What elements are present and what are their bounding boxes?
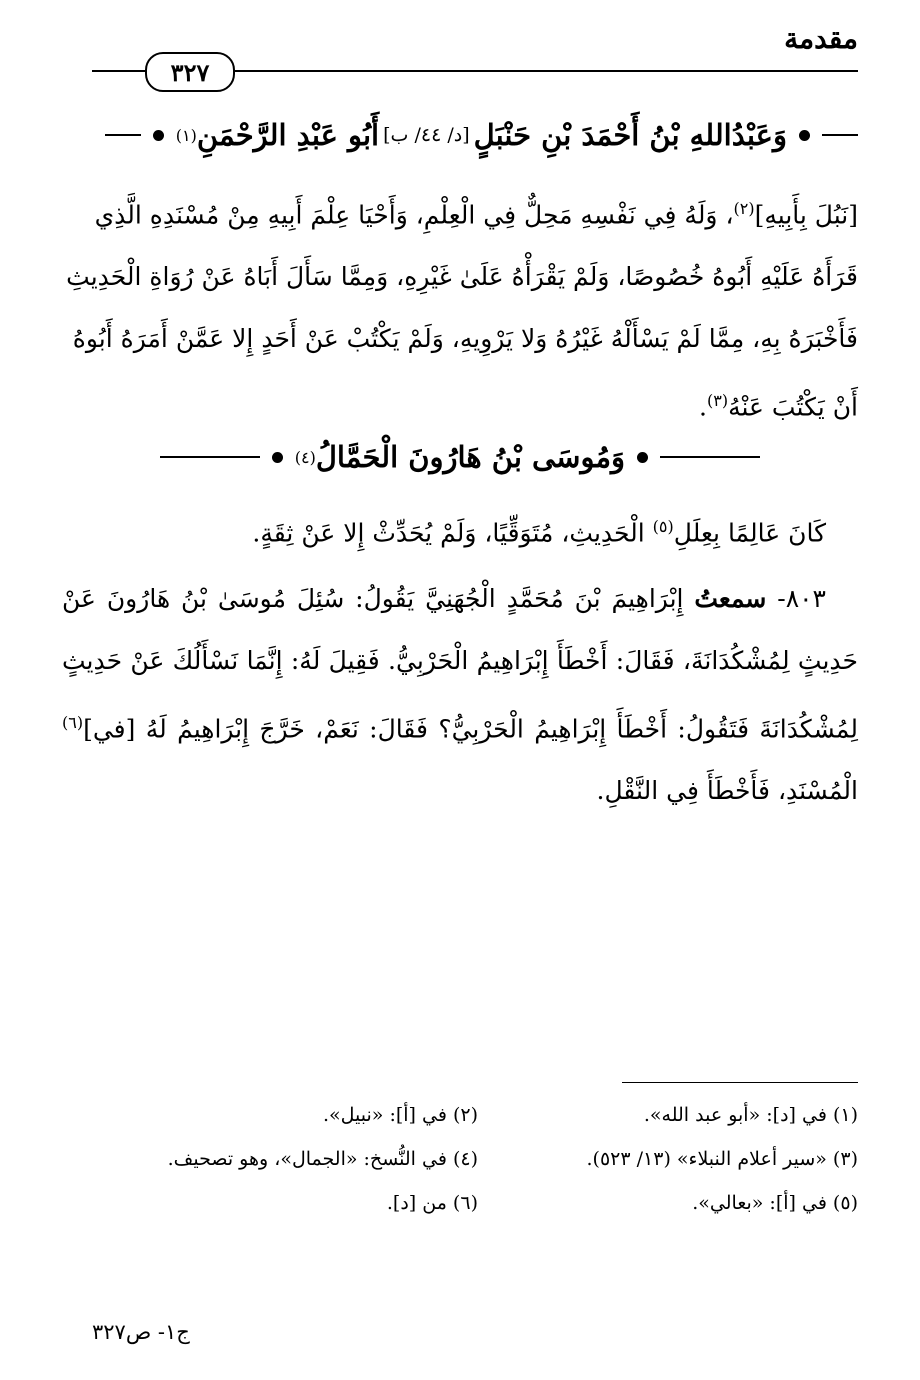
bracket-text: [في] — [83, 714, 136, 744]
text-span: الْحَدِيثِ، مُتَوَقِّيًا، وَلَمْ يُحَدِّثْ إِلا عَنْ ثِقَةٍ. — [252, 518, 653, 548]
heading-dash-right — [822, 134, 858, 136]
footnote-ref-4: (٤) — [294, 447, 316, 467]
paragraph-abdullah — [62, 178, 858, 439]
manuscript-ref: [د/ ٤٤/ ب] — [383, 124, 470, 146]
text-span: إِبْرَاهِيمَ بْنَ مُحَمَّدٍ الْجُهَنِيَّ يَقُولُ: سُئِلَ مُوسَىٰ بْنُ هَارُونَ عَنْ حَدِيثٍ لِمُشْكُدَانَةَ، فَقَالَ: أَخْطَأَ إِبْرَاهِيمُ الْحَرْبِيُّ. فَقِيلَ لَهُ: إِنَّمَا نَسْأَلُكَ عَنْ حَدِيثٍ لِمُشْكُدَانَةَ فَتَقُولُ: أَخْطَأَ إِبْرَاهِيمُ الْحَرْبِيُّ؟ فَقَالَ: نَعَمْ، خَرَّجَ إِبْرَاهِيمُ لَهُ — [62, 584, 858, 744]
text-span: . — [699, 392, 707, 422]
text-span: أَنْ يَكْتُبَ عَنْهُ — [728, 392, 858, 422]
text-line: قَرَأَهُ عَلَيْهِ أَبُوهُ خُصُوصًا، وَلَمْ يَقْرَأْهُ عَلَىٰ غَيْرِهِ، وَمِمَّا سَأَلَ أَبَاهُ عَنْ رُوَاةِ الْحَدِيثِ — [66, 262, 858, 292]
paragraph-musa — [62, 496, 858, 564]
lead-word: سمعتُ — [694, 584, 767, 613]
heading-kunya: أَبُو عَبْدِ الرَّحْمَنِ — [196, 118, 380, 152]
footnote-2: (٢) في [أ]: «نبيل». — [322, 1104, 478, 1126]
bracket-text: [نَبُلَ بِأَبِيهِ] — [754, 200, 858, 230]
text-span: الْمُسْنَدِ، فَأَخْطَأَ فِي النَّقْلِ. — [596, 776, 858, 806]
section-heading-abdullah — [92, 118, 858, 152]
footnote-6: (٦) من [د]. — [386, 1192, 478, 1214]
heading-dash-right — [660, 456, 760, 458]
heading-name: وَمُوسَى بْنُ هَارُونَ الْحَمَّالُ — [315, 440, 625, 474]
text-line: فَأَخْبَرَهُ بِهِ، مِمَّا لَمْ يَسْأَلْهُ غَيْرُهُ وَلا يَرْوِيهِ، وَلَمْ يَكْتُبْ عَنْ أَحَدٍ إِلا عَمَّنْ أَمَرَهُ أَبُوهُ — [72, 324, 858, 354]
footnote-ref-6: (٦) — [62, 713, 84, 732]
heading-bullet-left — [153, 130, 164, 141]
footer-reference: ج١- ص٣٢٧ — [92, 1320, 190, 1344]
report-number: ٨٠٣- — [766, 584, 826, 613]
footnote-4: (٤) في النُّسخ: «الجمال»، وهو تصحيف. — [167, 1148, 478, 1170]
text-line — [62, 370, 858, 438]
heading-dash-left — [160, 456, 260, 458]
heading-bullet-right — [799, 130, 810, 141]
text-span: كَانَ عَالِمًا بِعِلَلِ — [673, 518, 826, 548]
footnote-ref-3: (٣) — [706, 391, 729, 411]
footnote-3: (٣) «سير أعلام النبلاء» (١٣/ ٥٢٣). — [586, 1148, 858, 1170]
footnote-ref-1: (١) — [175, 125, 197, 145]
text-span: ، وَلَهُ فِي نَفْسِهِ مَحِلٌّ فِي الْعِلْمِ، وَأَحْيَا عِلْمَ أَبِيهِ مِنْ مُسْنَدِهِ الَّذِي — [94, 200, 734, 230]
heading-name: وَعَبْدُاللهِ بْنُ أَحْمَدَ بْنِ حَنْبَلٍ — [473, 118, 787, 152]
paragraph-803 — [62, 568, 858, 822]
heading-bullet-right — [637, 452, 648, 463]
page-number: ٣٢٧ — [145, 52, 235, 92]
text-line — [62, 178, 858, 246]
footnote-rule — [622, 1082, 858, 1083]
heading-bullet-left — [272, 452, 283, 463]
section-heading-musa — [160, 440, 760, 474]
footnote-ref-2: (٢) — [733, 199, 755, 218]
footnote-5: (٥) في [أ]: «بعالي». — [692, 1192, 858, 1214]
footnote-1: (١) في [د]: «أبو عبد الله». — [643, 1104, 858, 1126]
running-title: مقدمة — [784, 22, 858, 55]
heading-dash-left — [105, 134, 141, 136]
footnote-ref-5: (٥) — [652, 517, 674, 536]
